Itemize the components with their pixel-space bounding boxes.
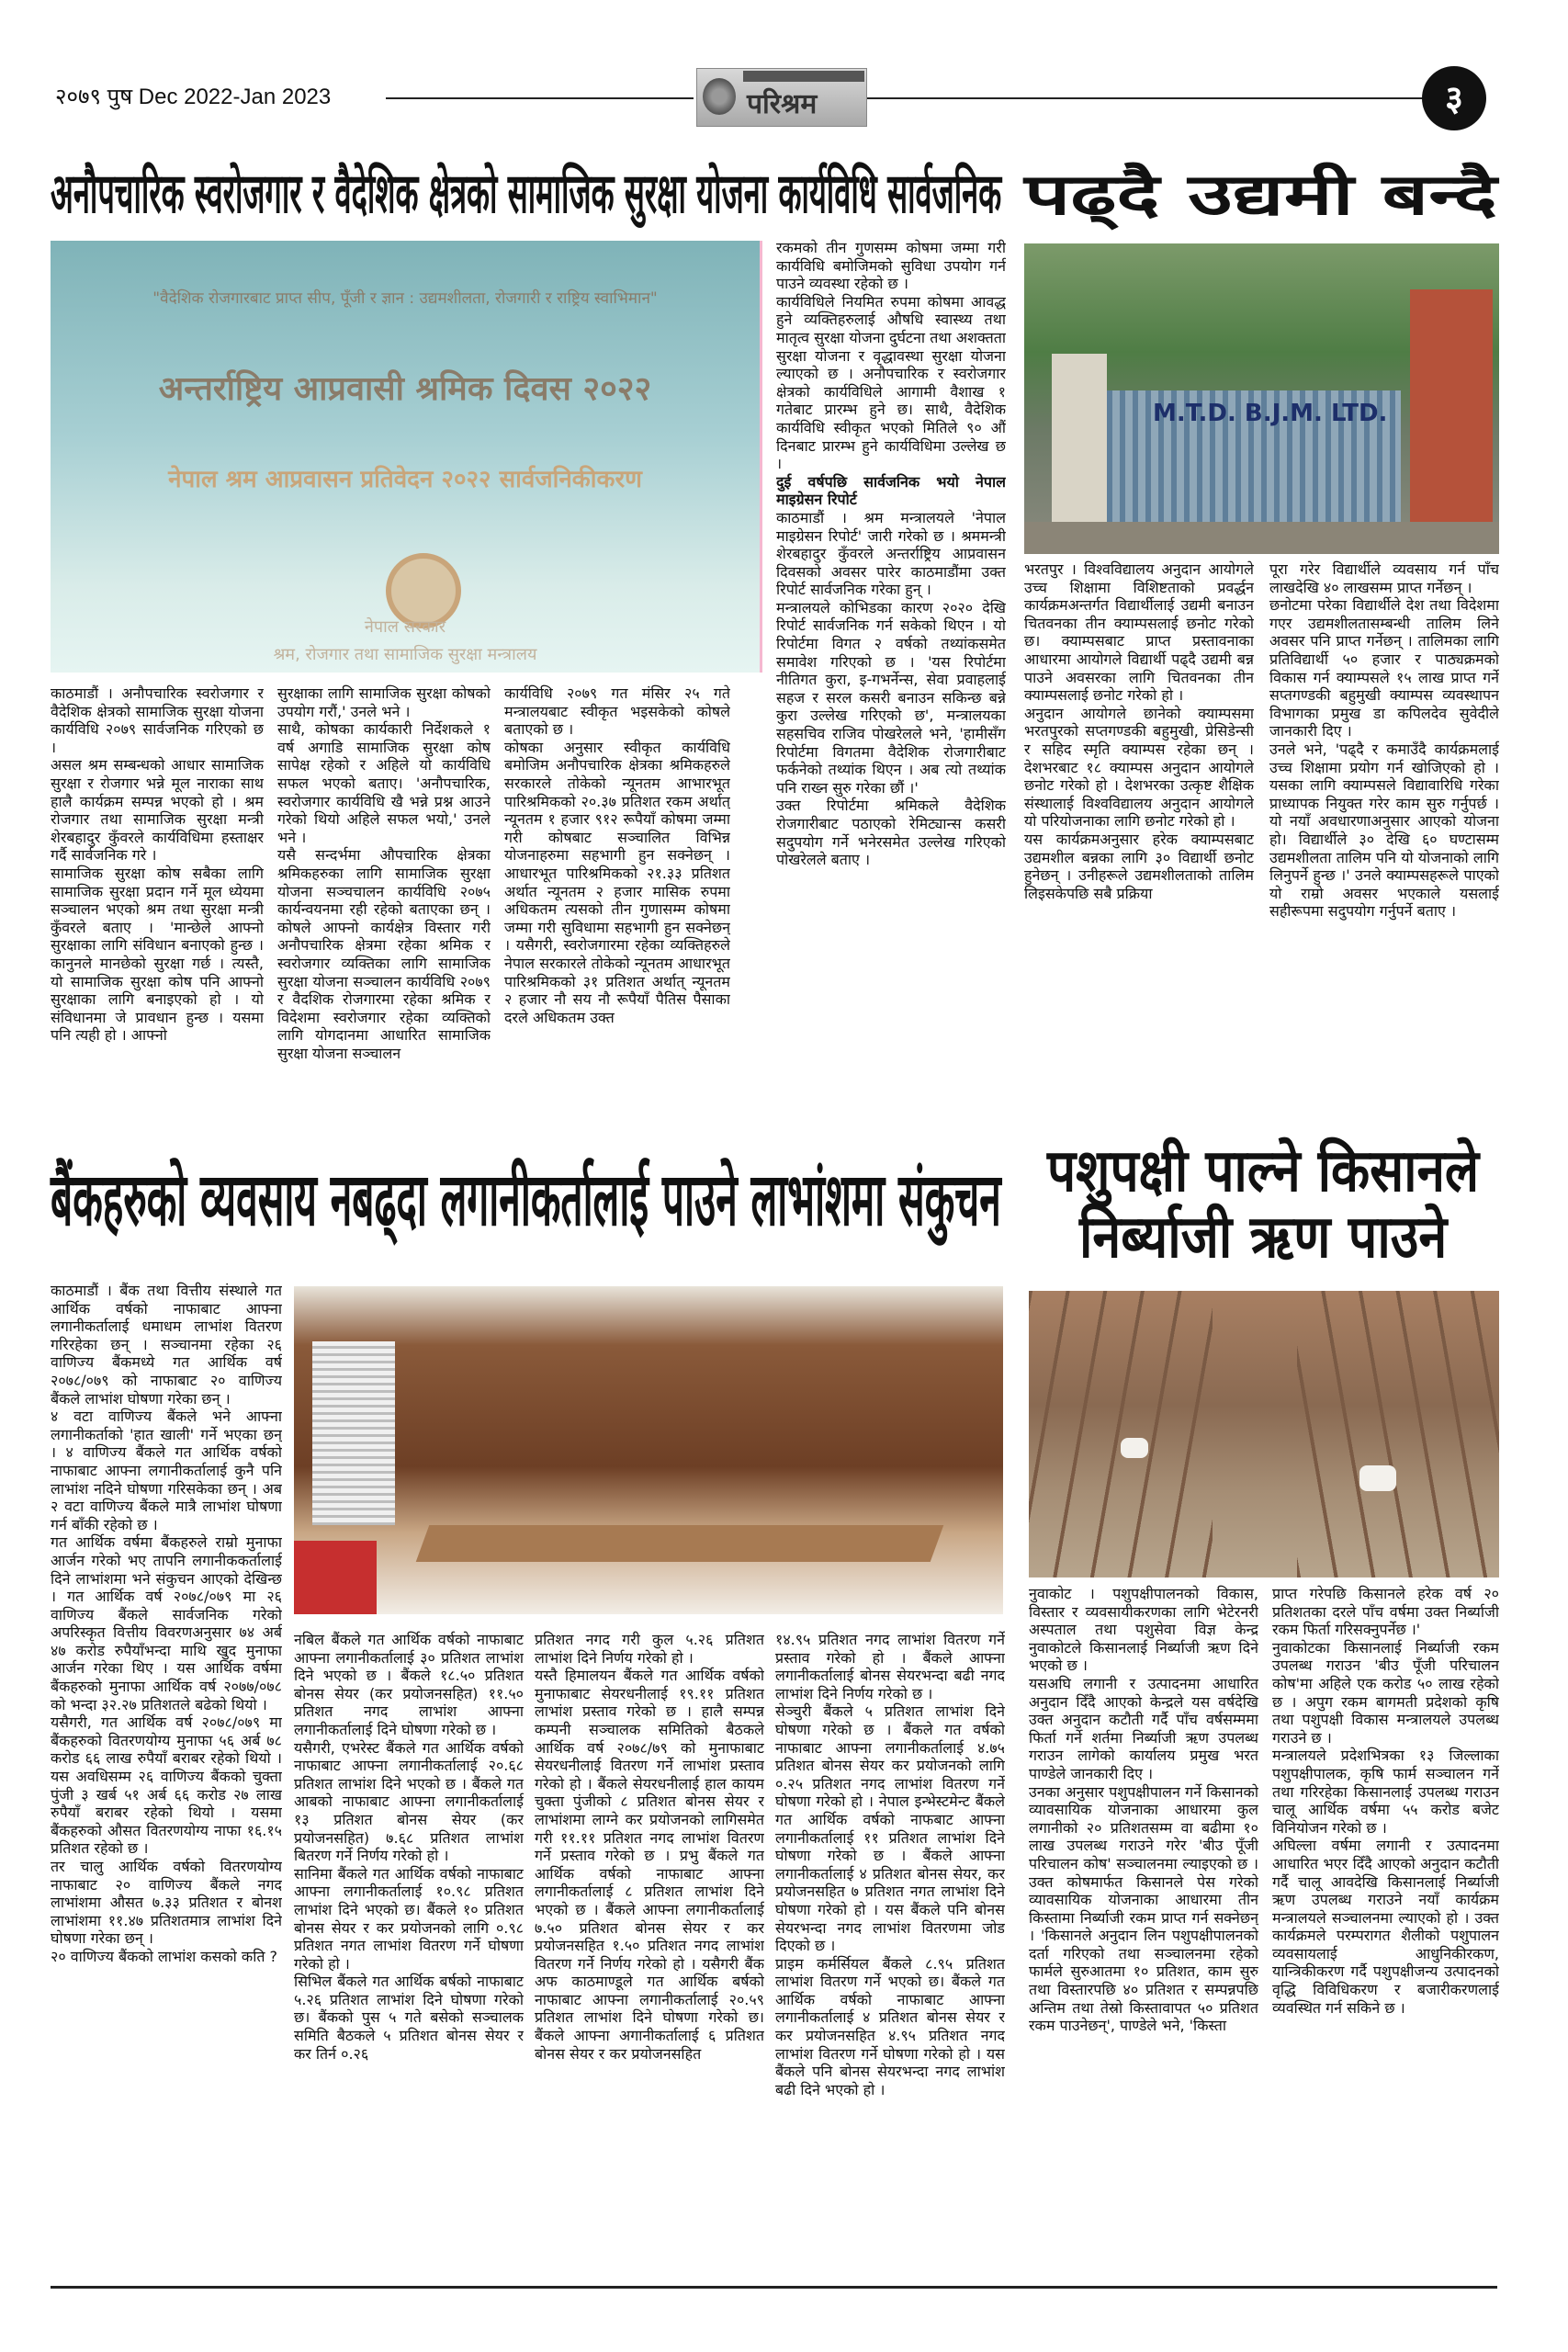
- article1-photo: [51, 241, 762, 673]
- article3-headline: बैंकहरुको व्यवसाय नबढ्दा लगानीकर्तालाई पाउने लाभांशमा संकुचन: [51, 1157, 1001, 1242]
- slide-subtitle: नेपाल श्रम आप्रवासन प्रतिवेदन २०२२ सार्वजनिकीकरण: [168, 466, 642, 493]
- article4-headline-line1: पशुपक्षी पाल्ने किसानले: [1047, 1137, 1480, 1205]
- article4-column-2: [1272, 1585, 1499, 2256]
- paragraph: सेञ्चुरी बैंकले ५ प्रतिशत लाभांश दिने घोषणा गरेको छ । बैंकले गत वर्षको नाफाबाट आफ्ना लगानीकर्तालाई ४.७५ प्रतिशत बोनस सेयर कर प्रयोजनको लागि ०.२५ प्रतिशत नगद लाभांश वितरण गर्ने घोषणा गरेको हो । नेपाल इन्भेस्टमेन्ट बैंकले गत आर्थिक वर्षको नाफबाट आफ्ना लगानीकर्तालाई ११ प्रतिशत लाभांश दिने घोषणा गरेको छ । बैंकले आफ्ना लगानीकर्तालाई ४ प्रतिशत बोनस सेयर, कर प्रयोजनसहित ७ प्रतिशत नगत लाभांश दिने घोषणा गरेको हो । यस बैंकले पनि बोनस सेयरभन्दा नगद लाभांश वितरणमा जोड दिएको छ ।: [775, 1702, 1005, 1955]
- seal-icon: [703, 78, 736, 115]
- paragraph: अनुदान आयोगले छानेको क्याम्पसमा भरतपुरको सप्तगण्डकी बहुमुखी, प्रेसिडेन्सी र सहिद स्मृति क्याम्पस रहेका छन् । देशभरबाट १८ क्याम्पस अनुदान आयोगले छनोट गरेको हो । देशभरका उत्कृष्ट शैक्षिक संस्थालाई विश्वविद्यालय अनुदान आयोगले यो परियोजनाका लागि छनोट गरेको हो ।: [1024, 704, 1254, 831]
- article3-photo: [294, 1286, 1003, 1614]
- paragraph: भरतपुर । विश्वविद्यालय अनुदान आयोगले उच्च शिक्षामा विशिष्टताको प्रवर्द्धन कार्यक्रमअन्तर्गत विद्यार्थीलाई उद्यमी बनाउन चितवनका तीन क्याम्पसलाई छनोट गरेको छ। क्याम्पसबाट प्राप्त प्रस्तावनाका आधारमा आयोगले विद्यार्थी पढ्दै उद्यमी बन्न पाउने अवसरका लागि चितवनका तीन क्याम्पसलाई छनोट गरेको हो ।: [1024, 560, 1254, 705]
- article1-column-4: [776, 239, 1006, 1153]
- article2-headline: पढ्दै उद्यमी बन्दै: [1024, 161, 1497, 228]
- article1-column-3: [504, 684, 730, 1153]
- paragraph: सामाजिक सुरक्षा कोष सबैका लागि सामाजिक सुरक्षा प्रदान गर्ने मूल ध्येयमा सञ्चालन भएको श्रम तथा सुरक्षा मन्त्री कुँवरले बताए । 'मान्छेले आफ्नो सुरक्षाका लागि संविधान बनाएको हुन्छ । कानुनले मानछेको सुरक्षा गर्छ । त्यस्तै, यो सामाजिक सुरक्षा कोष पनि आफ्नो सुरक्षाका लागि बनाइएको हो । यो संविधानमा जे प्रावधान हुन्छ । यसमा पनि त्यही हो । आफ्नो: [51, 864, 264, 1045]
- slide-title: अन्तर्राष्ट्रिय आप्रवासी श्रमिक दिवस २०२२: [158, 370, 652, 408]
- paragraph: नुवाकोट । पशुपक्षीपालनको विकास, विस्तार र व्यवसायीकरणका लागि भेटेरनरी अस्पताल तथा पशुसेवा विज्ञ केन्द्र नुवाकोटले किसानलाई निर्ब्याजी ऋण दिने भएको छ ।: [1029, 1585, 1258, 1675]
- gate-sign: M.T.D. B.J.M. LTD.: [1153, 400, 1388, 427]
- article1-headline: अनौपचारिक स्वरोजगार र वैदेशिक क्षेत्रको सामाजिक सुरक्षा योजना कार्यविधि सार्वजनिक: [51, 162, 1002, 226]
- paragraph: कार्यविधिले नियमित रुपमा कोषमा आवद्ध हुने व्यक्तिहरुलाई औषधि स्वास्थ्य तथा मातृत्व सुरक्षा योजना दुर्घटना तथा अशक्तता सुरक्षा योजना र वृद्धावस्था सुरक्षा योजना ल्याएको छ । अनौपचारिक र स्वरोजगार क्षेत्रको कार्यविधिले आगामी वैशाख १ गतेबाट प्रारम्भ हुने छ। साथै, वैदेशिक कार्यविधि स्वीकृत भएको मितिले ९० औं दिनबाट प्रारम्भ हुने कार्यविधिमा उल्लेख छ ।: [776, 292, 1006, 473]
- paragraph: यस्तै हिमालयन बैंकले गत आर्थिक वर्षको मुनाफाबाट सेयरधनीलाई १९.११ प्रतिशत लाभांश प्रस्ताव गरेको छ । हालै सम्पन्न कम्पनी सञ्चालक समितिको बैठकले आर्थिक वर्ष २०७८/७९ को मुनाफाबाट सेयरधनीलाई वितरण गर्ने लाभांश प्रस्ताव गरेको हो । बैंकले सेयरधनीलाई हाल कायम चुक्ता पुंजीको ८ प्रतिशत बोनस सेयर र लाभांशमा लाग्ने कर प्रयोजनको लागिसमेत गरी ११.११ प्रतिशत नगद लाभांश वितरण गर्ने प्रस्ताव गरेको छ । प्रभु बैंकले गत आर्थिक वर्षको नाफाबाट आफ्ना लगानीकर्तालाई ८ प्रतिशत लाभांश दिने भएको छ । बैंकले आफ्ना लगानीकर्तालाई ७.५० प्रतिशत बोनस सेयर र कर प्रयोजनसहित १.५० प्रतिशत नगद लाभांश वितरण गर्ने निर्णय गरेको हो । यसैगरी बैंक अफ काठमाण्डूले गत आर्थिक बर्षको नाफाबाट आफ्ना लगानीकर्तालाई २०.५९ प्रतिशत लाभांश दिने घोषणा गरेको छ। बैंकले आफ्ना अगानीकर्तालाई ६ प्रतिशत बोनस सेयर र कर प्रयोजनसहित: [535, 1667, 764, 2063]
- slide-ministry: श्रम, रोजगार तथा सामाजिक सुरक्षा मन्त्रालय: [273, 645, 537, 664]
- paragraph: यसैगरी, गत आर्थिक वर्ष २०७८/०७९ मा बैंकहरुको वितरणयोग्य मुनाफा ५६ अर्ब ७८ करोड ६६ लाख रुपैयाँ बराबर रहेको थियो । यस अवधिसम्म २६ वाणिज्य बैंकको चुक्ता पुंजी ३ खर्ब ५१ अर्ब ६६ करोड २७ लाख रुपैयाँ बराबर रहेको थियो । यसमा बैंकहरुको औसत वितरणयोग्य नाफा १६.१५ प्रतिशत रहेको छ ।: [51, 1713, 282, 1858]
- paragraph: काठमाडौं । श्रम मन्त्रालयले 'नेपाल माइग्रेसन रिपोर्ट' जारी गरेको छ । श्रममन्त्री शेरबहादुर कुँवरले अन्तर्राष्ट्रिय आप्रवासन दिवसको अवसर पारेर काठमाडौंमा उक्त रिपोर्ट सार्वजनिक गरेका हुन् ।: [776, 508, 1006, 599]
- article2-column-2: [1269, 560, 1499, 1112]
- paragraph: उनका अनुसार पशुपक्षीपालन गर्ने किसानको व्यावसायिक योजनाका आधारमा कुल लगानीको २० प्रतिशतसम्म वा बढीमा १० लाख उपलब्ध गराउने गरेर 'बीउ पूँजी परिचालन कोष' सञ्चालनमा ल्याइएको छ । उक्त कोषमार्फत किसानले पेस गरेको व्यावसायिक योजनाका आधारमा तीन किस्तामा निर्ब्याजी रकम प्राप्त गर्न सक्नेछन् । 'किसानले अनुदान लिन पशुपक्षीपालनको दर्ता गरिएको तथा सञ्चालनमा रहेको फार्मले सुरुआतमा १० प्रतिशत, काम सुरु तथा विस्तारपछि ४० प्रतिशत र सम्पन्नपछि अन्तिम तथा तेस्रो किस्तावापत ५० प्रतिशत रकम पाउनेछन्', पाण्डेले भने, 'किस्ता: [1029, 1782, 1258, 2035]
- paragraph: कोषका अनुसार स्वीकृत कार्यविधि बमोजिम अनौपचारिक क्षेत्रका श्रमिकहरुले सरकारले तोकेको न्यूनतम आभारभूत पारिश्रमिकको २०.३७ प्रतिशत रकम अर्थात् न्यूनतम १ हजार ९१२ रूपैयाँ कोषमा जम्मा गरी कोषबाट सञ्चालित विभिन्न योजनाहरुमा सहभागी हुन सक्नेछन् । आधारभूत पारिश्रमिकको २१.३३ प्रतिशत अर्थात न्यूनतम २ हजार मासिक रुपमा अधिकतम त्यसको तीन गुणासम्म कोषमा जम्मा गरी सुविधामा सहभागी हुन सक्नेछन् । यसैगरी, स्वरोजगारमा रहेका व्यक्तिहरुले नेपाल सरकारले तोकेको न्यूनतम आधारभूत पारिश्रमिकको ३१ प्रतिशत अर्थात् न्यूनतम २ हजार नौ सय नौ रूपैयाँ पैतिस पैसाका दरले अधिकतम उक्त: [504, 738, 730, 1026]
- article4-photo: [1029, 1291, 1499, 1577]
- masthead-logo: [696, 68, 867, 127]
- article2-column-1: [1024, 560, 1254, 1112]
- paragraph: उनले भने, 'पढ्दै र कमाउँदै कार्यक्रमलाई उच्च शिक्षामा प्रयोग गर्न खोजिएको हो । यसका लागि क्याम्पसले विद्यावारिधि गरेका प्राध्यापक नियुक्त गरेर काम सुरु गर्नुपर्छ । यो नयाँ अवधारणाअनुसार आएको योजना हो। विद्यार्थीले ३० देखि ६० घण्टासम्म उद्यमशीलता तालिम पनि यो योजनाको लागि लिनुपर्ने हुन्छ ।' उनले क्याम्पसहरूले पाएको यो राम्रो अवसर भएकाले यसलाई सहीरूपमा सदुपयोग गर्नुपर्ने बताए ।: [1269, 740, 1499, 921]
- paragraph: पूरा गरेर विद्यार्थीले व्यवसाय गर्न पाँच लाखदेखि ४० लाखसम्म प्राप्त गर्नेछन् ।: [1269, 560, 1499, 596]
- paragraph: मन्त्रालयले प्रदेशभित्रका १३ जिल्लाका पशुपक्षीपालक, कृषि फार्म सञ्चालन गर्ने तथा गरिरहेका किसानलाई उपलब्ध गराउन चालू आर्थिक वर्षमा ५५ करोड बजेट विनियोजन गरेको छ ।: [1272, 1747, 1499, 1837]
- article4-column-1: [1029, 1585, 1258, 2256]
- article3-column-1: [51, 1282, 282, 2274]
- paragraph: प्रतिशत नगद गरी कुल ५.२६ प्रतिशत लाभांश दिने निर्णय गरेको हो ।: [535, 1631, 764, 1667]
- paragraph: काठमाडौं । अनौपचारिक स्वरोजगार र वैदेशिक क्षेत्रको सामाजिक सुरक्षा योजना कार्यविधि २०७९ सार्वजनिक गरिएको छ ।: [51, 684, 264, 756]
- paragraph: गत आर्थिक वर्षमा बैंकहरुले राम्रो मुनाफा आर्जन गरेको भए तापनि लगानीककर्तालाई दिने लाभांशमा भने संकुचन आएको देखिन्छ । गत आर्थिक वर्ष २०७८/०७९ मा २६ वाणिज्य बैंकले सार्वजनिक गरेको अपरिस्कृत वित्तीय विवरणअनुसार ७४ अर्ब ४७ करोड रुपैयाँभन्दा माथि खुद मुनाफा आर्जन गरेका थिए । यस आर्थिक वर्षमा बैंकहरुको मुनाफा आर्थिक वर्ष २०७७/०७८ को भन्दा ३२.२७ प्रतिशतले बढेको थियो ।: [51, 1533, 282, 1713]
- header-rule-left: [386, 97, 694, 99]
- header-rule-right: [867, 97, 1424, 99]
- slide-gov: नेपाल सरकार: [364, 617, 446, 637]
- article3-column-2: [294, 1631, 524, 2274]
- issue-date: २०७९ पुष Dec 2022-Jan 2023: [55, 85, 332, 109]
- masthead-tagline-strip: [743, 71, 864, 82]
- paragraph: काठमाडौं । बैंक तथा वित्तीय संस्थाले गत आर्थिक वर्षको नाफाबाट आफ्ना लगानीकर्तालाई धमाधम लाभांश वितरण गरिरहेका छन् । सञ्चानमा रहेका २६ वाणिज्य बैंकमध्ये गत आर्थिक वर्ष २०७८/०७९ को नाफाबाट २० वाणिज्य बैंकले लाभांश घोषणा गरेका छन् ।: [51, 1282, 282, 1408]
- paragraph: उक्त रिपोर्टमा श्रमिकले वैदेशिक रोजगारीबाट पठाएको रेमिट्यान्स कसरी सदुपयोग गर्ने भनेरसमेत उल्लेख गरिएको पोखरेलले बताए ।: [776, 797, 1006, 869]
- article1-column-1: [51, 684, 264, 1153]
- article3-column-4: [775, 1631, 1005, 2274]
- subheading: दुई वर्षपछि सार्वजनिक भयो नेपाल माइग्रेसन रिपोर्ट: [776, 472, 1006, 509]
- paragraph: सिभिल बैंकले गत आर्थिक बर्षको नाफाबाट ५.२६ प्रतिशत लाभांश दिने घोषणा गरेको छ। बैंकको पुस ५ गते बसेको सञ्चालक समिति बैठकले ५ प्रतिशत बोनस सेयर र कर तिर्न ०.२६: [294, 1973, 524, 2063]
- paragraph: प्राइम कर्मर्सियल बैंकले ८.९५ प्रतिशत लाभांश वितरण गर्ने भएको छ। बैंकले गत आर्थिक वर्षको नाफाबाट आफ्ना लगानीकर्तालाई ४ प्रतिशत बोनस सेयर र कर प्रयोजनसहित ४.९५ प्रतिशत नगद लाभांश वितरण गर्ने घोषणा गरेको हो । यस बैंकले पनि बोनस सेयरभन्दा नगद लाभांश बढी दिने भएको हो ।: [775, 1954, 1005, 2098]
- paragraph: नुवाकोटका किसानलाई निर्ब्याजी रकम उपलब्ध गराउन 'बीउ पूँजी परिचालन कोष'मा अहिले एक करोड ५० लाख रहेको छ । अपुग रकम बागमती प्रदेशको कृषि तथा पशुपक्षी विकास मन्त्रालयले उपलब्ध गराउने छ ।: [1272, 1638, 1499, 1747]
- page-number: ३: [1422, 66, 1486, 130]
- paragraph: कार्यविधि २०७९ गत मंसिर २५ गते मन्त्रालयबाट स्वीकृत भइसकेको कोषले बताएको छ ।: [504, 684, 730, 739]
- paragraph: छनोटमा परेका विद्यार्थीले देश तथा विदेशमा गएर उद्यमशीलतासम्बन्धी तालिम लिने अवसर पनि प्राप्त गर्नेछन् । तालिमका लागि प्रतिविद्यार्थी ५० हजार र पाठ्यक्रमको विकास गर्न क्याम्पसले १५ लाख प्राप्त गर्ने सप्तगण्डकी बहुमुखी क्याम्पस व्यवस्थापन विभागका प्रमुख डा कपिलदेव सुवेदीले जानकारी दिए ।: [1269, 596, 1499, 741]
- paragraph: ४ वटा वाणिज्य बैंकले भने आफ्ना लगानीकर्ताको 'हात खाली' गर्ने भएका छन् । ४ वाणिज्य बैंकले गत आर्थिक वर्षको नाफाबाट आफ्ना लगानीकर्तालाई कुनै पनि लाभांश नदिने घोषणा गरिसकेका छन् । अब २ वटा वाणिज्य बैंकले मात्रै लाभांश घोषणा गर्न बाँकी रहेको छ ।: [51, 1408, 282, 1533]
- paragraph: १४.९५ प्रतिशत नगद लाभांश वितरण गर्ने प्रस्ताव गरेको हो । बैंकले आफ्ना लगानीकर्तालाई बोनस सेयरभन्दा बढी नगद लाभांश दिने निर्णय गरेको छ ।: [775, 1631, 1005, 1702]
- paragraph: यसै सन्दर्भमा औपचारिक क्षेत्रका श्रमिकहरुका लागि सामाजिक सुरक्षा योजना सञ्चचालन कार्यविधि २०७५ कार्यन्वयनमा रही रहेको बताएका छन् । कोषले आफ्नो कार्यक्षेत्र विस्तार गरी अनौपचारिक क्षेत्रमा रहेका श्रमिक र स्वरोजगार व्यक्तिका लागि सामाजिक सुरक्षा योजना सञ्चालन कार्यविधि २०७९ र वैदशिक रोजगारमा रहेका श्रमिक र विदेशमा स्वरोजगार रहेका व्यक्तिको लागि योगदानमा आधारित सामाजिक सुरक्षा योजना सञ्चालन: [277, 846, 491, 1062]
- paragraph: सानिमा बैंकले गत आर्थिक वर्षको नाफाबाट आफ्ना लगानीकर्तालाई १०.९८ प्रतिशत लाभांश दिने भएको छ। बैंकले १० प्रतिशत बोनस सेयर र कर प्रयोजनको लागि ०.९८ प्रतिशत नगत लाभांश वितरण गर्ने घोषणा गरेको हो ।: [294, 1864, 524, 1973]
- masthead-name: परिश्रम: [747, 88, 818, 120]
- paragraph: यसैगरी, एभरेस्ट बैंकले गत आर्थिक वर्षको नाफाबाट आफ्ना लगानीकर्तालाई २०.६८ प्रतिशत लाभांश दिने भएको छ । बैंकले गत आबको नाफाबाट आफ्ना लगानीकर्तालाई १३ प्रतिशत बोनस सेयर (कर प्रयोजनसहित) ७.६८ प्रतिशत लाभांश बितरण गर्ने निर्णय गरेको हो ।: [294, 1738, 524, 1865]
- article4-headline-line2: निर्ब्याजी ऋण पाउने: [1079, 1204, 1448, 1272]
- paragraph: तर चालु आर्थिक वर्षको वितरणयोग्य नाफाबाट २० वाणिज्य बैंकले नगद लाभांशमा औसत ७.३३ प्रतिशत र बोनश लाभांशमा ११.४७ प्रतिशतमात्र लाभांश दिने घोषणा गरेका छन् ।: [51, 1858, 282, 1948]
- paragraph: रकमको तीन गुणसम्म कोषमा जम्मा गरी कार्यविधि बमोजिमको सुविधा उपयोग गर्न पाउने व्यवस्था रहेको छ ।: [776, 239, 1006, 293]
- paragraph: नबिल बैंकले गत आर्थिक वर्षको नाफाबाट आफ्ना लगानीकर्तालाई ३० प्रतिशत लाभांश दिने भएको छ । बैंकले १८.५० प्रतिशत बोनस सेयर (कर प्रयोजनसहित) ११.५० प्रतिशत नगद लाभांश आफ्ना लगानीकर्तालाई दिने घोषणा गरेको छ ।: [294, 1631, 524, 1738]
- slide-slogan: "वैदेशिक रोजगारबाट प्राप्त सीप, पूँजी र ज्ञान : उद्यमशीलता, रोजगारी र राष्ट्रिय स्वाभिमान": [152, 289, 658, 308]
- paragraph: २० वाणिज्य बैंकको लाभांश कसको कति ?: [51, 1947, 278, 1965]
- paragraph: अघिल्ला वर्षमा लगानी र उत्पादनमा आधारित भएर दिँदै आएको अनुदान कटौती गर्दै चालू आवदेखि किसानलाई निर्ब्याजी ऋण उपलब्ध गराउने नयाँ कार्यक्रम मन्त्रालयले सञ्चालनमा ल्याएको हो । उक्त कार्यक्रमले परम्परागत शैलीको पशुपालन व्यवसायलाई आधुनिकीरकण, यान्त्रिकीकरण गर्दै पशुपक्षीजन्य उत्पादनको वृद्धि विविधिकरण र बजारीकरणलाई व्यवस्थित गर्न सकिने छ ।: [1272, 1837, 1499, 2017]
- paragraph: यसअघि लगानी र उत्पादनमा आधारित अनुदान दिँदै आएको केन्द्रले यस वर्षदेखि उक्त अनुदान कटौती गर्दै पाँच वर्षसम्ममा फिर्ता गर्ने शर्तमा निर्ब्याजी ऋण उपलब्ध गराउन लागेको कार्यालय प्रमुख भरत पाण्डेले जानकारी दिए ।: [1029, 1674, 1258, 1782]
- article3-column-3: [535, 1631, 764, 2274]
- paragraph: मन्त्रालयले कोभिडका कारण २०२० देखि रिपोर्ट सार्वजनिक गर्न सकेको थिएन । यो रिपोर्टमा विगत २ वर्षको तथ्यांकसमेत समावेश गरिएको छ । 'यस रिपोर्टमा नीतिगत कुरा, इ-गभर्नेन्स, सेवा प्रवाहलाई सहज र सरल कसरी बनाउन सकिन्छ बन्ने कुरा उल्लेख गरिएको छ', मन्त्रालयका सहसचिव राजिव पोखरेलले भने, 'हामीसँग रिपोर्टमा विगतमा वैदेशिक रोजगारीबाट फर्कनेको तथ्यांक थिएन । अब त्यो तथ्यांक पनि राख्न सुरु गरेका छौं ।': [776, 598, 1006, 797]
- paragraph: यस कार्यक्रमअनुसार हरेक क्याम्पसबाट उद्यमशील बन्नका लागि ३० विद्यार्थी छनोट हुनेछन् । उनीहरूले उद्यमशीलताको तालिम लिइसकेपछि सबै प्रक्रिया: [1024, 830, 1254, 902]
- article1-column-2: [277, 684, 491, 1153]
- paragraph: साथै, कोषका कार्यकारी निर्देशकले १ वर्ष अगाडि सामाजिक सुरक्षा कोष सापेक्ष रहेको र अहिले यो कार्यविधि सफल भएको बताए। 'अनौपचारिक, स्वरोजगार कार्यविधि खै भन्ने प्रश्न आउने गरेको थियो अहिले सफल भयो,' उनले भने ।: [277, 720, 491, 846]
- article2-photo: [1024, 243, 1499, 554]
- paragraph: प्राप्त गरेपछि किसानले हरेक वर्ष २० प्रतिशतका दरले पाँच वर्षमा उक्त निर्ब्याजी रकम फिर्ता गरिसक्नुपर्नेछ ।': [1272, 1585, 1499, 1639]
- paragraph: असल श्रम सम्बन्धको आधार सामाजिक सुरक्षा र रोजगार भन्ने मूल नाराका साथ हालै कार्यक्रम सम्पन्न भएको हो । श्रम रोजगार तथा सामाजिक सुरक्षा मन्त्री शेरबहादुर कुँवरले कार्यविधिमा हस्ताक्षर गर्दै सार्वजनिक गरे ।: [51, 756, 264, 865]
- paragraph: सुरक्षाका लागि सामाजिक सुरक्षा कोषको उपयोग गरौं,' उनले भने ।: [277, 684, 491, 720]
- footer-rule: [51, 2286, 1497, 2289]
